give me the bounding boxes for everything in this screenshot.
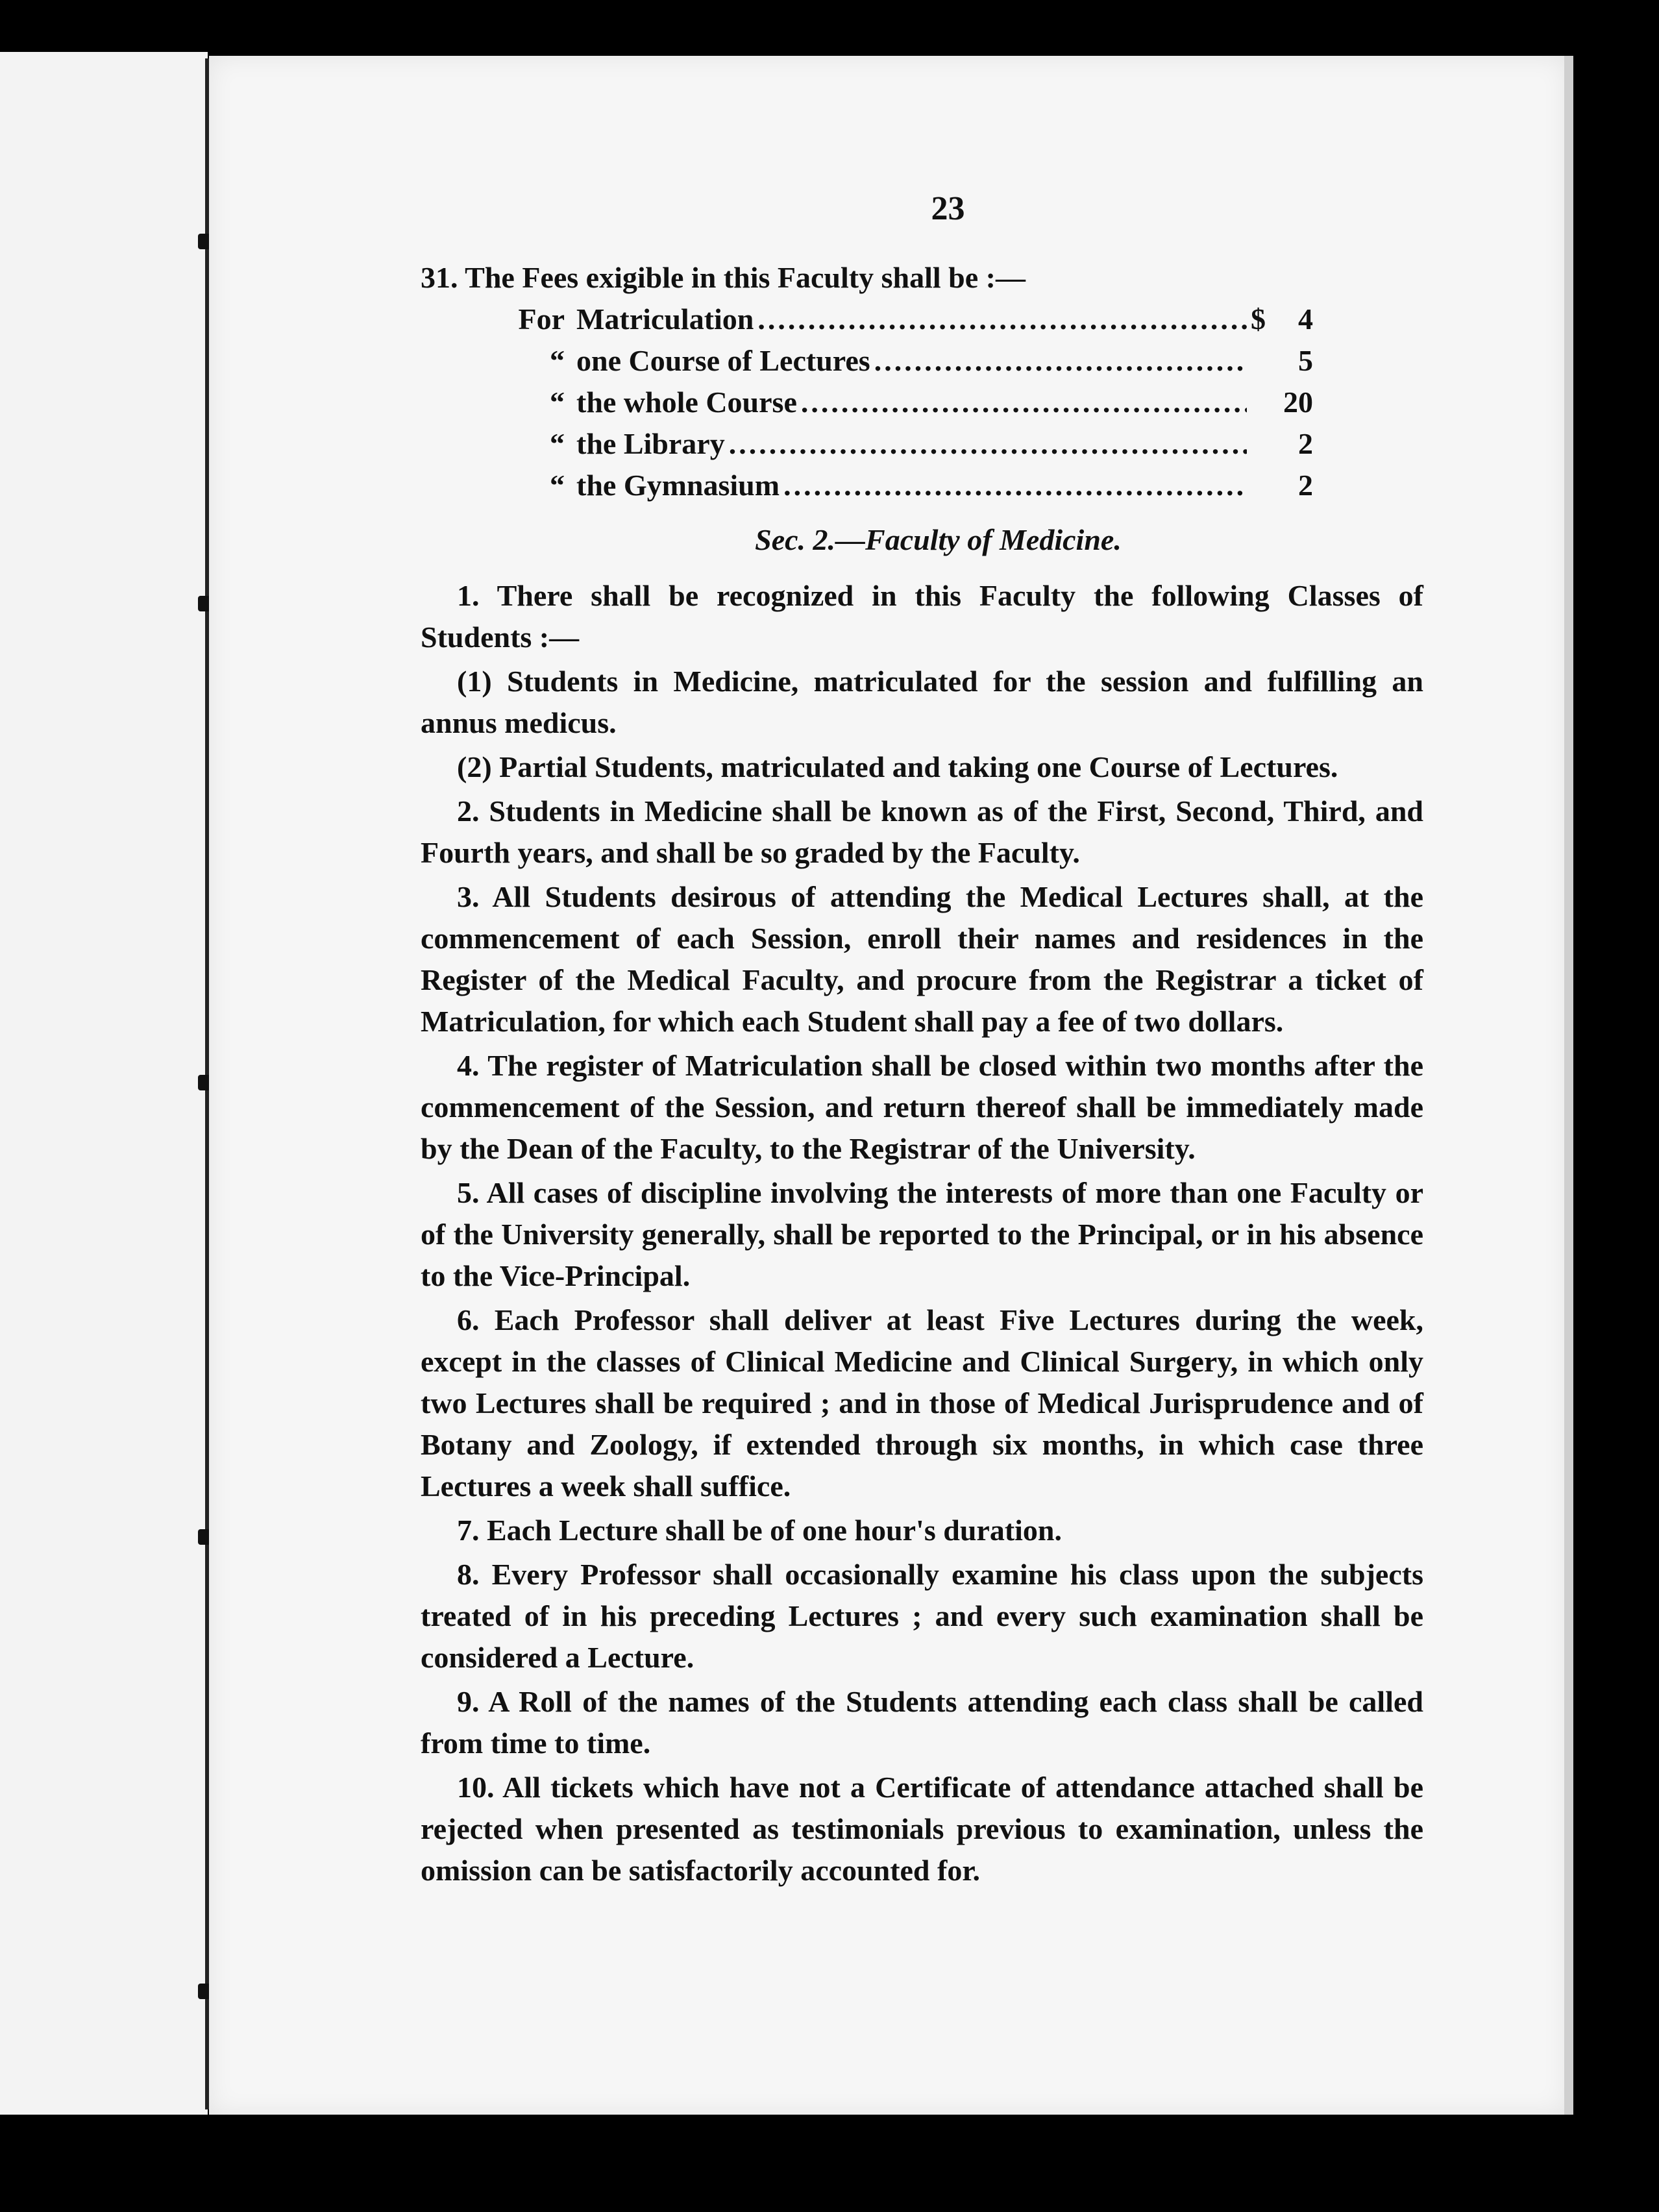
fee-label: the Library	[576, 427, 725, 460]
fee-row	[421, 299, 1423, 340]
fee-prefix: “	[550, 469, 565, 502]
page-number: 23	[931, 190, 965, 227]
paragraph: 8. Every Professor shall occasionally examine his class upon the subjects treated of in his preceding Lectures ; and every such examination shall be considered a Lecture.	[421, 1558, 1423, 1674]
fee-label: the Gymnasium	[576, 469, 780, 502]
fee-row	[421, 465, 1423, 506]
dot-leader	[874, 340, 1247, 382]
fee-prefix: “	[550, 386, 565, 419]
paragraph: 2. Students in Medicine shall be known as of the First, Second, Third, and Fourth years, and shall be so graded by the Faculty.	[421, 794, 1423, 869]
paragraph: 9. A Roll of the names of the Students attending each class shall be called from time to time.	[421, 1685, 1423, 1760]
paragraph: 1. There shall be recognized in this Faculty the following Classes of Students :—	[421, 579, 1423, 654]
fees-intro: 31. The Fees exigible in this Faculty shall be :—	[421, 261, 1026, 294]
paragraph: (2) Partial Students, matriculated and taking one Course of Lectures.	[457, 750, 1338, 783]
fee-amount: 5	[1298, 344, 1313, 377]
fee-prefix: “	[550, 344, 565, 377]
paragraph: 10. All tickets which have not a Certificate of attendance attached shall be rejected when presented as testimonials previous to examination, unless the omission can be satisfactorily accounted for.	[421, 1771, 1423, 1887]
paragraph: 3. All Students desirous of attending the Medical Lectures shall, at the commencement of each Session, enroll their names and residences in the Register of the Medical Faculty, and procure from the Registrar a ticket of Matriculation, for which each Student shall pay a fee of two dollars.	[421, 880, 1423, 1038]
fee-table	[421, 299, 1423, 506]
fee-label: the whole Course	[576, 386, 797, 419]
fee-row	[421, 423, 1423, 465]
fee-row	[421, 382, 1423, 423]
page-edge	[1564, 56, 1573, 2115]
fee-currency: $	[1251, 302, 1266, 336]
dot-leader	[801, 382, 1247, 423]
fee-label: Matriculation	[576, 302, 754, 336]
fee-label: one Course of Lectures	[576, 344, 870, 377]
fee-prefix: For	[518, 302, 565, 336]
page-text	[421, 188, 1423, 1894]
fee-amount: 2	[1298, 469, 1313, 502]
fee-row	[421, 340, 1423, 382]
paragraph: 6. Each Professor shall deliver at least Five Lectures during the week, except in the classes of Clinical Medicine and Clinical Surgery, in which only two Lectures shall be required ; and in those of Medical Jurisprudence and of Botany and Zoology, if extended through six months, in which case three Lectures a week shall suffice.	[421, 1303, 1423, 1503]
paragraph: (1) Students in Medicine, matriculated for the session and fulfilling an annus medicus.	[421, 665, 1423, 739]
fee-prefix: “	[550, 427, 565, 460]
dot-leader	[729, 423, 1247, 465]
fee-amount: 4	[1298, 302, 1313, 336]
fee-amount: 2	[1298, 427, 1313, 460]
dot-leader	[783, 465, 1247, 506]
section-heading: Sec. 2.—Faculty of Medicine.	[755, 523, 1122, 556]
fee-amount: 20	[1283, 386, 1313, 419]
paragraph: 7. Each Lecture shall be of one hour's duration.	[457, 1514, 1062, 1547]
dot-leader	[757, 299, 1247, 340]
facing-page-strip	[0, 52, 208, 2115]
paragraph: 5. All cases of discipline involving the interests of more than one Faculty or of the University generally, shall be reported to the Principal, or in his absence to the Vice-Principal.	[421, 1176, 1423, 1292]
paragraph: 4. The register of Matriculation shall be closed within two months after the commencement of the Session, and return thereof shall be immediately made by the Dean of the Faculty, to the Registrar of the University.	[421, 1049, 1423, 1165]
